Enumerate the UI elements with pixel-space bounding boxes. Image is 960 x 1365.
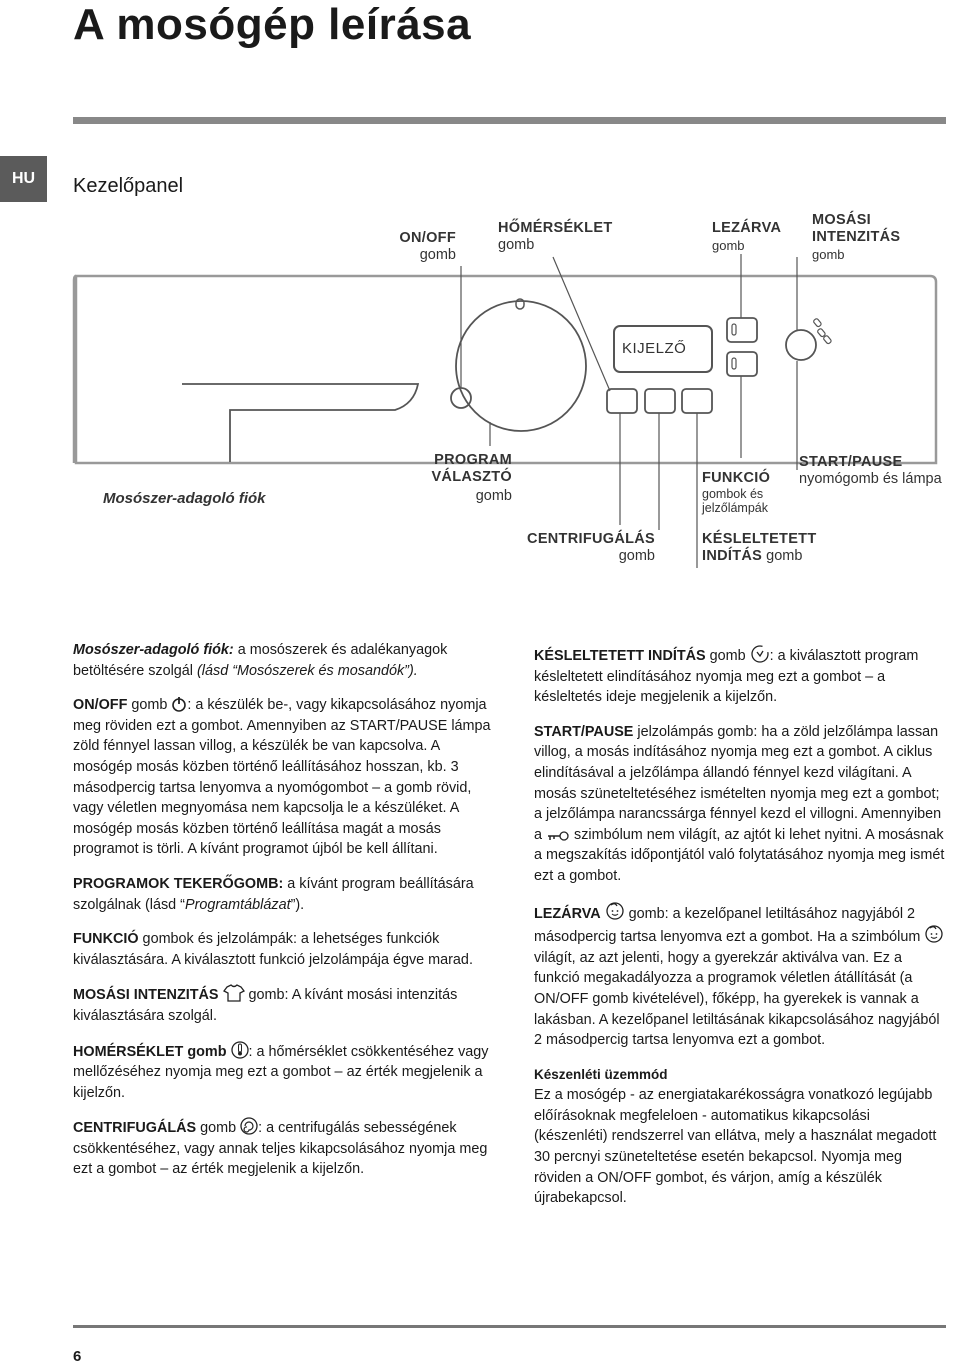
power-icon: [171, 696, 187, 712]
para-onoff-gomb: gomb: [127, 697, 172, 714]
label-function-sub-2: jelzőlámpák: [702, 501, 769, 515]
para-program-end: ”).: [290, 896, 305, 913]
para-start-pause: [534, 722, 946, 887]
start-pause-button: [786, 330, 816, 360]
page-number: 6: [73, 1348, 82, 1365]
para-lock-text: gomb: a kezelőpanel letiltásához nagyjából 2 másodpercig tartsa lenyomva ezt a gombot. Ha a szimbólum: [534, 905, 925, 946]
label-function-sub-1: gombok és: [702, 487, 764, 501]
para-lock-head: LEZÁRVA: [534, 905, 601, 922]
para-function-head: FUNKCIÓ: [73, 931, 139, 948]
label-delay-name-2: INDÍTÁS: [702, 548, 763, 564]
label-onoff-sub: gomb: [419, 247, 456, 263]
para-program-text: a kívánt program beállítására szolgálnak (lásd “: [73, 875, 474, 913]
display-label: KIJELZŐ: [622, 340, 687, 357]
para-start-text-2: szimbólum nem világít, az ajtót ki lehet nyitni. A mosásnak a megszakítás időpontjától való folytatásához nyomja meg ismét ezt a gombot.: [534, 826, 945, 884]
para-function: [73, 929, 493, 970]
label-start-pause: [799, 454, 942, 488]
label-onoff: [330, 230, 456, 264]
panel-outline: [76, 276, 936, 463]
para-delay-text: : a kiválasztott program késleltetett elindításához nyomja meg ezt a gombot – a késleltetés ideje megjelenik a kijelzőn.: [534, 648, 919, 706]
label-spin-sub: gomb: [618, 548, 655, 564]
function-button-1: [645, 389, 675, 413]
label-intensity-sub: gomb: [812, 247, 845, 262]
para-detergent-ref: (lásd “Mosószerek és mosandók”).: [197, 662, 418, 679]
para-start-text: jelzolámpás gomb: ha a zöld jelzőlámpa lassan villog, a mosás indításához nyomja meg ezt a gombot. A ciklus elindításával a jelzőlámpa állandó fénnyel kezd világítani. A mosás szüneteltetéséhez ismételten nyomja meg ezt a gombot; a jelzőlámpa narancssárga fénnyel kezd el villogni. Amennyiben a: [534, 723, 942, 843]
page-title: A mosógép leírása: [73, 0, 472, 49]
label-intensity-name-2: INTENZITÁS: [812, 229, 901, 245]
para-program-head: PROGRAMOK TEKERŐGOMB:: [73, 875, 284, 892]
label-intensity-name-1: MOSÁSI: [812, 212, 871, 228]
label-program: [380, 452, 512, 505]
label-lock: [712, 220, 781, 254]
child-lock-icon: [605, 901, 625, 921]
spin-button: [607, 389, 637, 413]
para-function-text: gombok és jelzolámpák: a lehetséges funkciók kiválasztására. A kiválasztott funkció jelzolámpája égve marad.: [73, 931, 473, 968]
para-delay-gomb: gomb: [705, 648, 750, 664]
para-temperature-head: HOMÉRSÉKLET gomb: [73, 1043, 227, 1060]
label-onoff-name: ON/OFF: [399, 230, 456, 246]
label-temperature: [498, 220, 612, 254]
para-detergent-head: Mosószer-adagoló fiók:: [73, 642, 234, 658]
para-spin-text: : a centrifugálás sebességének csökkentéséhez, vagy annak teljes kikapcsolásához nyomja meg ezt a gombot – az érték megjelenik a kijelzőn.: [73, 1120, 488, 1178]
para-intensity-head: MOSÁSI INTENZITÁS: [73, 987, 219, 1004]
para-lock: [534, 901, 946, 1051]
function-button-2: [682, 389, 712, 413]
key-icon: [546, 830, 570, 842]
para-temperature-text: : a hőmérséklet csökkentéséhez vagy mellőzéséhez nyomja meg ezt a gombot – az érték megjelenik a kijelzőn.: [73, 1043, 489, 1101]
para-detergent-text: a mosószerek és adalékanyagok betöltésére szolgál: [73, 642, 448, 679]
delay-clock-icon: [750, 645, 770, 663]
label-program-name-2: VÁLASZTÓ: [431, 469, 512, 485]
program-dial: [456, 301, 586, 431]
para-detergent: [73, 640, 493, 681]
section-title: Kezelőpanel: [73, 175, 184, 197]
para-delay-head: KÉSLELTETETT INDÍTÁS: [534, 648, 706, 664]
label-start-pause-name: START/PAUSE: [799, 454, 903, 470]
para-spin: [73, 1117, 493, 1180]
para-start-head: START/PAUSE: [534, 723, 634, 740]
label-detergent-drawer: Mosószer-adagoló fiók: [103, 490, 266, 507]
label-program-sub: gomb: [475, 488, 512, 504]
left-column: [73, 640, 493, 1194]
thermometer-icon: [231, 1041, 249, 1059]
para-spin-head: CENTRIFUGÁLÁS: [73, 1120, 197, 1137]
label-program-name-1: PROGRAM: [434, 452, 512, 468]
footer-rule: [73, 1325, 946, 1328]
label-spin-name: CENTRIFUGÁLÁS: [527, 531, 655, 547]
para-program-dial: [73, 874, 493, 915]
label-start-pause-sub: nyomógomb és lámpa: [799, 471, 942, 487]
label-temperature-sub: gomb: [498, 237, 535, 253]
para-standby-text: Ez a mosógép - az energiatakarékosságra vonatkozó legújabb előírásoknak megfeleloen - automatikus kikapcsolási (készenléti) rendszerrel van ellátva, mely a használat megadott 30 percnyi szüneteltetése esetén bekapcsol. Nyomja meg röviden a ON/OFF gombot, és várjon, amíg a készülék újrabekapcsol.: [534, 1087, 937, 1207]
para-intensity-text: gomb: A kívánt mosási intenzitás kiválasztására szolgál.: [73, 987, 458, 1024]
label-delay-sub: gomb: [766, 548, 803, 564]
label-delay: [702, 531, 817, 565]
child-lock-icon: [924, 924, 944, 944]
para-standby-head-wrap: [534, 1065, 946, 1086]
para-temperature: [73, 1041, 493, 1104]
para-standby: [534, 1085, 946, 1209]
detergent-drawer: [182, 384, 418, 462]
para-program-ref: Programtáblázat: [184, 896, 291, 913]
label-lock-name: LEZÁRVA: [712, 220, 782, 236]
control-panel-diagram: [0, 0, 960, 600]
spin-icon: [240, 1117, 258, 1135]
para-spin-gomb: gomb: [196, 1120, 241, 1137]
label-function: [702, 470, 770, 515]
para-lock-text-2: világít, az azt jelenti, hogy a gyerekzár aktiválva van. Ez a funkció megakadályozza a programok véletlen átállítását (a ON/OFF gomb kivételével), főképp, ha gyerekek is vannak a lakásban. A kezelőpanel letiltásának kikapcsolásához nagyjából 2 másodpercig tartsa lenyomva ezt a gombot.: [534, 949, 940, 1049]
label-delay-name-1: KÉSLELTETETT: [702, 531, 817, 547]
para-onoff: [73, 695, 493, 860]
para-onoff-head: ON/OFF: [73, 697, 128, 714]
para-standby-head: Készenléti üzemmód: [534, 1066, 668, 1082]
label-intensity: [812, 212, 900, 263]
para-onoff-text: : a készülék be-, vagy kikapcsolásához nyomja meg röviden ezt a gombot. Amennyiben az START/PAUSE lámpa zöld fénnyel lassan villog, a készülék be van kapcsolva. A mosógép mosás közben történő leállításához hosszan, kb. 3 másodpercig tartsa lenyomva a nyomógombot – a gomb rövid, vagy véletlen megnyomása nem kapcsolja le a készüléket. A mosógép mosás közben történő leállítása magát a mosás programot is törli. A kívánt programot újból be kell állítani.: [73, 697, 491, 858]
label-function-name: FUNKCIÓ: [702, 470, 771, 486]
language-tab: HU: [0, 156, 47, 202]
para-delay: [534, 645, 946, 708]
shirt-icon: [223, 984, 245, 1002]
label-lock-sub: gomb: [712, 238, 745, 253]
label-spin: [490, 531, 655, 565]
label-temperature-name: HŐMÉRSÉKLET: [498, 220, 613, 236]
para-intensity: [73, 984, 493, 1026]
right-column: [534, 645, 946, 1223]
